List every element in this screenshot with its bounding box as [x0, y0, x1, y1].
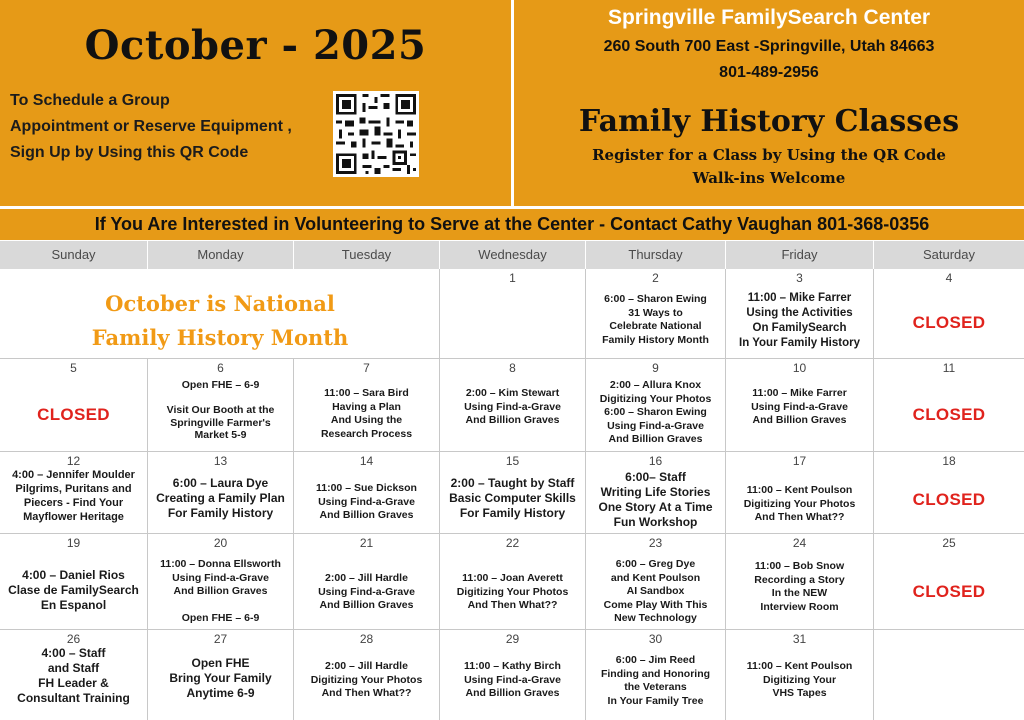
walkins-text: Walk-ins Welcome [692, 169, 846, 187]
class-event: 11:00 – Donna Ellsworth Using Find-a-Grave And Billion Graves Open FHE – 6-9 [160, 558, 281, 624]
day-header-saturday: Saturday [874, 241, 1024, 269]
day-number: 12 [66, 454, 81, 468]
class-event: 2:00 – Kim Stewart Using Find-a-Grave And Billion Graves [464, 387, 561, 426]
day-number: 19 [66, 536, 81, 550]
calendar-cell-blank [874, 630, 1024, 720]
class-event: 4:00 – Daniel Rios Clase de FamilySearch En Espanol [8, 568, 139, 612]
day-number: 27 [213, 632, 228, 646]
day-number: 30 [648, 632, 663, 646]
month-title: October - 2025 [84, 22, 427, 69]
day-number: 5 [70, 361, 77, 375]
day-header-thursday: Thursday [586, 241, 726, 269]
calendar-cell [148, 630, 294, 720]
day-header-friday: Friday [726, 241, 874, 269]
calendar-cell [0, 630, 148, 720]
day-number: 3 [796, 271, 803, 285]
day-number: 28 [359, 632, 374, 646]
center-name: Springville FamilySearch Center [607, 6, 931, 29]
day-number: 24 [792, 536, 807, 550]
calendar-cell [874, 359, 1024, 452]
class-event: 11:00 – Joan Averett Digitizing Your Photos And Then What?? [456, 572, 569, 611]
calendar-cell [726, 534, 874, 630]
class-event: 11:00 – Kent Poulson Digitizing Your Photos And Then What?? [743, 484, 856, 523]
calendar-cell [148, 359, 294, 452]
day-number: 21 [359, 536, 374, 550]
center-phone: 801-489-2956 [719, 64, 819, 81]
day-number: 7 [363, 361, 370, 375]
class-event: 2:00 – Allura Knox Digitizing Your Photos 6:00 – Sharon Ewing Using Find-a-Grave And Billion Graves [599, 379, 712, 445]
day-number: 22 [505, 536, 520, 550]
calendar-cell [726, 452, 874, 534]
day-header-wednesday: Wednesday [440, 241, 586, 269]
calendar-cell [874, 269, 1024, 359]
calendar-cell [874, 534, 1024, 630]
closed-label: CLOSED [912, 313, 986, 332]
day-number: 23 [648, 536, 663, 550]
class-event: 11:00 – Mike Farrer Using Find-a-Grave And Billion Graves [751, 387, 848, 426]
calendar-cell [586, 630, 726, 720]
class-event: Open FHE – 6-9 Visit Our Booth at the Springville Farmer's Market 5-9 [166, 379, 275, 441]
calendar-cell [294, 359, 440, 452]
closed-label: CLOSED [912, 490, 986, 509]
calendar-cell [294, 630, 440, 720]
day-number: 31 [792, 632, 807, 646]
volunteer-banner: If You Are Interested in Volunteering to Serve at the Center - Contact Cathy Vaughan 801-368-0356 [0, 209, 1024, 240]
day-number: 13 [213, 454, 228, 468]
day-number: 2 [652, 271, 659, 285]
class-event: 2:00 – Jill Hardle Using Find-a-Grave And Billion Graves [318, 572, 415, 611]
class-event: 2:00 – Taught by Staff Basic Computer Skills For Family History [449, 476, 576, 520]
calendar-cell [726, 630, 874, 720]
calendar-cell [0, 534, 148, 630]
closed-label: CLOSED [912, 405, 986, 424]
calendar-cell [586, 359, 726, 452]
day-header-tuesday: Tuesday [294, 241, 440, 269]
qr-code-icon[interactable] [333, 91, 419, 177]
day-number: 16 [648, 454, 663, 468]
class-event: 6:00 – Sharon Ewing 31 Ways to Celebrate National Family History Month [602, 293, 709, 346]
calendar-cell [148, 534, 294, 630]
day-number: 11 [942, 361, 956, 375]
day-number: 17 [792, 454, 807, 468]
class-event: 4:00 – Jennifer Moulder Pilgrims, Puritans and Piecers - Find Your Mayflower Heritage [12, 469, 135, 523]
day-header-monday: Monday [148, 241, 294, 269]
class-event: 6:00 – Laura Dye Creating a Family Plan For Family History [156, 476, 285, 520]
calendar-cell [874, 452, 1024, 534]
calendar-cell [440, 269, 586, 359]
class-event: 6:00 – Greg Dye and Kent Poulson AI Sandbox Come Play With This New Technology [603, 558, 708, 624]
day-number: 26 [66, 632, 81, 646]
center-address: 260 South 700 East -Springville, Utah 84663 [603, 38, 935, 55]
calendar-cell [586, 534, 726, 630]
national-month-banner: October is National Family History Month [91, 291, 349, 350]
class-event: 11:00 – Sue Dickson Using Find-a-Grave And Billion Graves [316, 482, 417, 521]
class-event: 11:00 – Mike Farrer Using the Activities On FamilySearch In Your Family History [739, 292, 860, 349]
day-number: 6 [217, 361, 224, 375]
closed-label: CLOSED [912, 582, 986, 601]
day-number: 10 [792, 361, 807, 375]
day-number: 9 [652, 361, 659, 375]
day-number: 8 [509, 361, 516, 375]
day-number: 29 [505, 632, 520, 646]
class-event: 6:00– Staff Writing Life Stories One Story At a Time Fun Workshop [598, 470, 713, 529]
day-header-sunday: Sunday [0, 241, 148, 269]
calendar-cell [0, 359, 148, 452]
day-number: 25 [942, 536, 956, 550]
group-appointment-text: To Schedule a Group Appointment or Reserve Equipment , Sign Up by Using this QR Code [10, 92, 292, 161]
qr-code-graphic [333, 91, 419, 177]
calendar-cell [726, 359, 874, 452]
class-event: 2:00 – Jill Hardle Digitizing Your Photos And Then What?? [310, 660, 423, 699]
class-event: 11:00 – Sara Bird Having a Plan And Using the Research Process [320, 387, 413, 440]
class-event: 11:00 – Kathy Birch Using Find-a-Grave And Billion Graves [464, 660, 561, 699]
closed-label: CLOSED [37, 405, 110, 424]
calendar-cell [294, 534, 440, 630]
day-number: 4 [945, 271, 953, 285]
calendar-cell [586, 269, 726, 359]
class-event: Open FHE Bring Your Family Anytime 6-9 [169, 656, 272, 700]
calendar-cell [586, 452, 726, 534]
calendar-cell [294, 452, 440, 534]
calendar-cell [0, 452, 148, 534]
classes-title: Family History Classes [578, 104, 960, 139]
calendar-cell [440, 630, 586, 720]
day-number: 1 [509, 271, 516, 285]
day-number: 15 [505, 454, 520, 468]
class-event: 11:00 – Kent Poulson Digitizing Your VHS Tapes [746, 660, 853, 699]
calendar-cell [148, 452, 294, 534]
day-number: 20 [213, 536, 228, 550]
class-event: 6:00 – Jim Reed Finding and Honoring the Veterans In Your Family Tree [600, 654, 711, 707]
calendar [0, 241, 1024, 720]
calendar-cell [440, 359, 586, 452]
calendar-cell [440, 452, 586, 534]
class-event: 4:00 – Staff and Staff FH Leader & Consultant Training [17, 646, 130, 705]
day-number: 14 [359, 454, 374, 468]
calendar-cell [440, 534, 586, 630]
day-number: 18 [942, 454, 956, 468]
class-event: 11:00 – Bob Snow Recording a Story In the NEW Interview Room [754, 560, 845, 613]
calendar-cell [726, 269, 874, 359]
register-text: Register for a Class by Using the QR Code [592, 146, 946, 164]
